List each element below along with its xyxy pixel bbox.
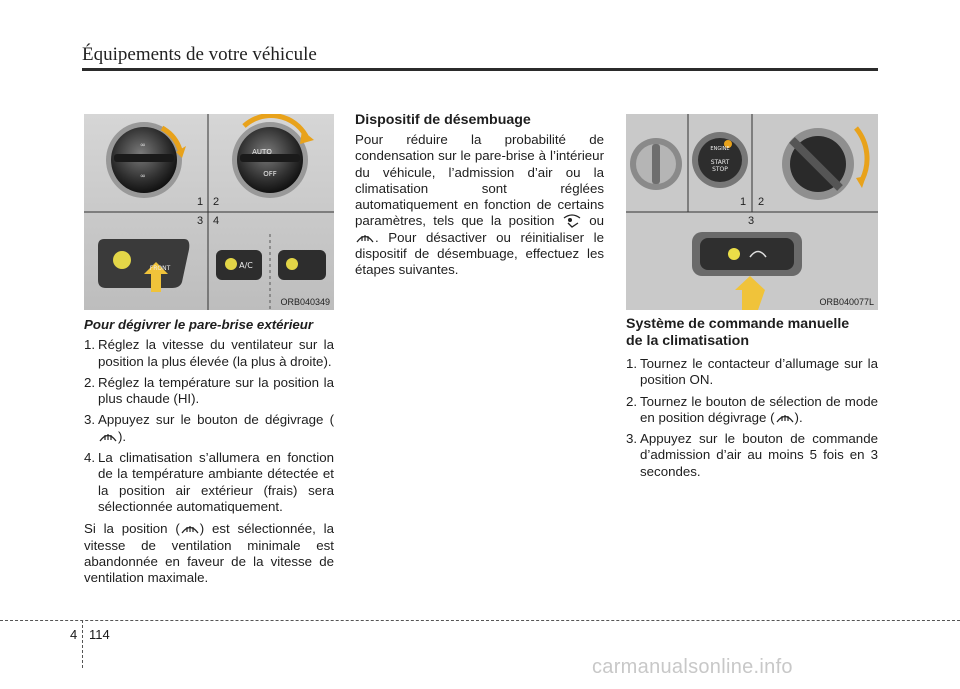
defrost-icon — [180, 522, 200, 536]
middle-column — [355, 112, 604, 285]
figure-label-1: 1 — [740, 196, 747, 208]
figure-label-2: 2 — [213, 196, 220, 208]
step-item: 1. Tournez le contacteur d’allumage sur la position ON. — [626, 356, 878, 388]
watermark: carmanualsonline.info — [592, 656, 793, 678]
svg-text:∞: ∞ — [140, 172, 146, 180]
defrost-icon — [355, 231, 375, 245]
figure-ignition-controls — [626, 114, 878, 310]
step-item: 1. Réglez la vitesse du ventilateur sur la position la plus élevée (la plus à droite). — [84, 337, 334, 369]
step-item: 4. La climatisation s’allumera en fonction de la température ambiante détectée et la position air extérieur (frais) sera sélectionnée automatiquement. — [84, 450, 334, 514]
header-rule — [82, 68, 878, 71]
defrost-heading: Pour dégivrer le pare-brise extérieur — [84, 317, 314, 332]
defrost-steps — [84, 337, 334, 515]
defrost-icon — [98, 430, 118, 444]
step-item: 2. Tournez le bouton de sélection de mode en position dégivrage ( ). — [626, 393, 878, 425]
figure-code: ORB040077L — [819, 297, 874, 307]
auto-text: AUTO — [252, 148, 272, 156]
defogging-heading: Dispositif de désembuage — [355, 112, 531, 128]
off-text: OFF — [263, 170, 277, 178]
stop-text: STOP — [712, 166, 728, 173]
defrost-note: Si la position ( ) est sélectionnée, la vitesse de ventilation minimale est abandonnée en faveur de la vitesse de ventilation maximale. — [84, 521, 334, 586]
footer-rule — [0, 620, 960, 621]
figure-label-2: 2 — [758, 196, 765, 208]
figure-label-1: 1 — [197, 196, 204, 208]
figure-label-3: 3 — [748, 215, 755, 227]
footer-divider — [82, 620, 83, 668]
front-text: FRONT — [149, 265, 171, 272]
figure-code: ORB040349 — [280, 297, 330, 307]
page-number: 114 — [89, 627, 110, 642]
engine-text: ENGINE — [710, 146, 730, 152]
figure-label-4: 4 — [213, 215, 220, 227]
step-item: 2. Réglez la température sur la position la plus chaude (HI). — [84, 374, 334, 407]
figure-climate-controls — [84, 114, 334, 310]
page-header-title: Équipements de votre véhicule — [82, 44, 317, 65]
start-text: START — [710, 159, 730, 166]
floor-defrost-icon — [562, 214, 582, 228]
ac-text: A/C — [239, 261, 253, 270]
manual-control-steps — [626, 356, 878, 480]
defrost-icon — [775, 411, 795, 425]
left-column — [84, 317, 334, 592]
step-item: 3. Appuyez sur le bouton de dégivrage (). — [84, 412, 334, 444]
ignition-controls-illustration — [626, 114, 878, 310]
step-item: 3. Appuyez sur le bouton de commande d’admission d’air au moins 5 fois en 3 secondes. — [626, 431, 878, 479]
figure-label-3: 3 — [197, 215, 204, 227]
defogging-paragraph: Pour réduire la probabilité de condensation sur le pare-brise à l’intérieur du véhicule, l’admission d’air ou la climatisation sont réglées automatiquement en fonction de certains paramètres, tels que la position ou . Pour désactiver ou réinitialiser le dispositif de désembuage, effectuez les étapes suivantes. — [355, 132, 605, 278]
manual-control-heading: Système de commande manuelle de la climatisation — [626, 316, 850, 349]
svg-text:∞: ∞ — [140, 141, 146, 149]
climate-controls-illustration — [84, 114, 334, 310]
right-column — [626, 316, 878, 486]
chapter-number: 4 — [70, 627, 78, 642]
